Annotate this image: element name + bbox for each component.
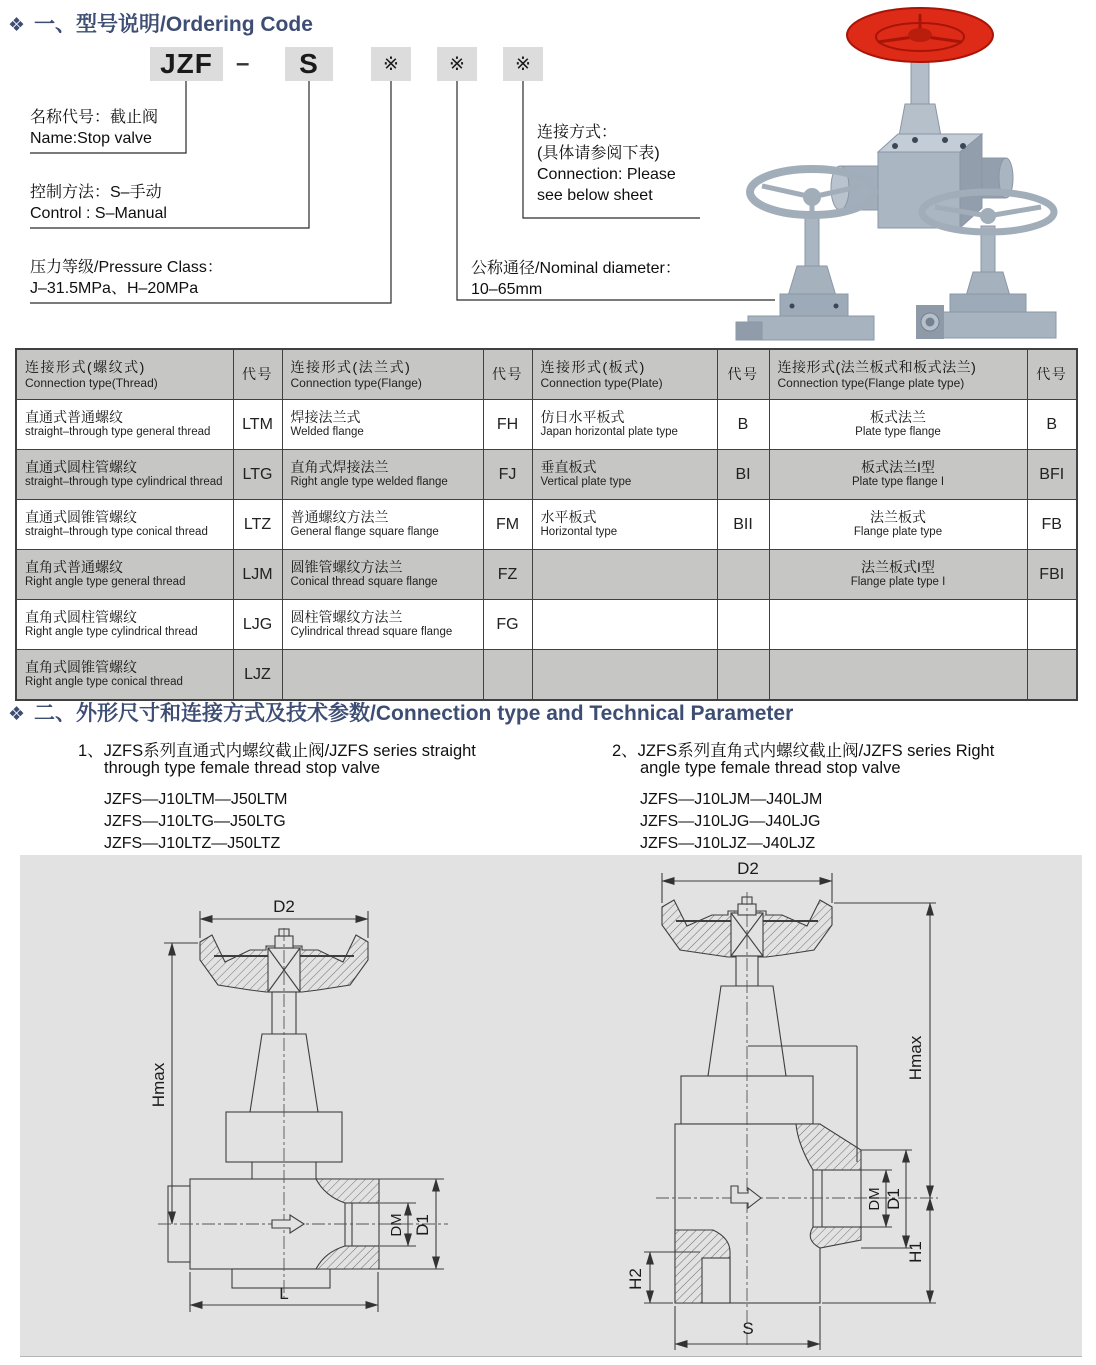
drawing-straight-through-valve (158, 911, 448, 1312)
cell-code: BFI (1027, 450, 1077, 500)
cell-code: FZ (483, 550, 532, 600)
cell-flange: 焊接法兰式 Welded flange (282, 400, 483, 450)
model-list-2 (640, 789, 822, 855)
cell-code: FH (483, 400, 532, 450)
callout-control-en: Control : S–Manual (30, 205, 167, 223)
cell-flange: 圆锥管螺纹方法兰 Conical thread square flange (282, 550, 483, 600)
model-number: JZFS—J10LJG—J40LJG (640, 813, 821, 830)
table-header-row (16, 349, 1077, 400)
dim-label-d2: D2 (273, 897, 295, 916)
cell-plate: 水平板式 Horizontal type (532, 500, 717, 550)
cell-thread: 直通式普通螺纹 straight–through type general thread (16, 400, 233, 450)
diamond-cluster-icon: ❖ (8, 15, 26, 36)
cell-flange: 普通螺纹方法兰 General flange square flange (282, 500, 483, 550)
cell-code (717, 600, 769, 650)
table-row (16, 500, 1077, 550)
cell-code: LJG (233, 600, 282, 650)
cell-code: FG (483, 600, 532, 650)
connection-type-table (15, 348, 1078, 701)
cell-code (1027, 650, 1077, 701)
cell-code: LTG (233, 450, 282, 500)
model-list-1 (104, 789, 287, 855)
cell-thread: 直通式圆锥管螺纹 straight–through type conical thread (16, 500, 233, 550)
technical-drawing-panel (20, 855, 1082, 1357)
cell-code: FJ (483, 450, 532, 500)
table-row (16, 650, 1077, 701)
drawing-right-angle-valve (644, 873, 938, 1350)
cell-flange: 圆柱管螺纹方法兰 Cylindrical thread square flange (282, 600, 483, 650)
cell-flange-plate: 板式法兰 Plate type flange (769, 400, 1027, 450)
header-code2: 代号 (483, 349, 532, 400)
cell-code (717, 550, 769, 600)
dim-label-h2: H2 (626, 1268, 645, 1290)
callout-nominal-en: 10–65mm (471, 281, 543, 299)
cell-plate: 仿日水平板式 Japan horizontal plate type (532, 400, 717, 450)
header-code3: 代号 (717, 349, 769, 400)
section1-title: 一、型号说明/Ordering Code (34, 13, 313, 36)
reference-mark-icon: ※ (515, 53, 531, 75)
model-number: JZFS—J10LJZ—J40LJZ (640, 835, 816, 852)
table-row (16, 550, 1077, 600)
dim-label-hmax: Hmax (906, 1035, 925, 1081)
cell-code: BI (717, 450, 769, 500)
cell-thread: 直通式圆柱管螺纹 straight–through type cylindrical thread (16, 450, 233, 500)
cell-plate: 垂直板式 Vertical plate type (532, 450, 717, 500)
callout-nominal-cn: 公称通径/Nominal diameter： (471, 260, 681, 277)
model-number: JZFS—J10LTM—J50LTM (104, 791, 288, 808)
cell-code (483, 650, 532, 701)
cell-code: B (717, 400, 769, 450)
dimension-drawings (20, 855, 1082, 1356)
cell-code: BII (717, 500, 769, 550)
model-code: JZF (160, 48, 213, 79)
callout-connection-l1: 连接方式： (537, 124, 618, 141)
dim-label-hmax: Hmax (149, 1062, 168, 1108)
reference-mark-icon: ※ (449, 53, 465, 75)
diamond-cluster-icon: ❖ (8, 704, 26, 725)
dim-label-d2: D2 (737, 859, 759, 878)
cell-code: FBI (1027, 550, 1077, 600)
callout-name-cn: 名称代号：截止阀 (30, 109, 159, 126)
cell-flange-plate (769, 650, 1027, 701)
callout-name-en: Name:Stop valve (30, 130, 152, 148)
cell-code: FB (1027, 500, 1077, 550)
callout-pressure (30, 257, 223, 299)
header-code1: 代号 (233, 349, 282, 400)
cell-code: LJM (233, 550, 282, 600)
model-number: JZFS—J10LTG—J50LTG (104, 813, 286, 830)
header-flange-plate: 连接形式(法兰板式和板式法兰) Connection type(Flange plate type) (769, 349, 1027, 400)
header-flange: 连接形式(法兰式) Connection type(Flange) (282, 349, 483, 400)
table-row (16, 600, 1077, 650)
dim-label-s: S (742, 1319, 754, 1338)
header-thread: 连接形式(螺纹式) Connection type(Thread) (16, 349, 233, 400)
table-row (16, 400, 1077, 450)
header-plate: 连接形式(板式) Connection type(Plate) (532, 349, 717, 400)
cell-plate (532, 550, 717, 600)
product-photos (735, 0, 1065, 342)
cell-code: FM (483, 500, 532, 550)
callout-control-cn: 控制方法：S–手动 (30, 184, 162, 201)
table-row (16, 450, 1077, 500)
cell-code (1027, 600, 1077, 650)
cell-flange-plate: 法兰板式I型 Flange plate type I (769, 550, 1027, 600)
subsection1-title-line2: through type female thread stop valve (104, 759, 381, 777)
callout-name (30, 107, 158, 149)
callout-pressure-en: J–31.5MPa、H–20MPa (30, 280, 199, 298)
dim-label-h1: H1 (906, 1241, 925, 1263)
callout-control (30, 182, 167, 224)
section2-title: 二、外形尺寸和连接方式及技术参数/Connection type and Technical Parameter (34, 702, 794, 725)
dim-label-d1: D1 (413, 1214, 432, 1236)
cell-code (717, 650, 769, 701)
cell-code: LTM (233, 400, 282, 450)
callout-connection (537, 122, 676, 206)
cell-thread: 直角式圆锥管螺纹 Right angle type conical thread (16, 650, 233, 701)
dim-label-dm: DM (388, 1213, 405, 1237)
cell-code: B (1027, 400, 1077, 450)
cell-thread: 直角式普通螺纹 Right angle type general thread (16, 550, 233, 600)
callout-connection-l3: Connection: Please (537, 166, 676, 184)
callout-connection-l4: see below sheet (537, 187, 653, 205)
header-code4: 代号 (1027, 349, 1077, 400)
cell-plate (532, 600, 717, 650)
code-dash: – (236, 50, 250, 77)
subsection2-title-line2: angle type female thread stop valve (640, 759, 901, 777)
cell-plate (532, 650, 717, 701)
callout-pressure-cn: 压力等级/Pressure Class： (30, 259, 223, 276)
cell-flange-plate: 板式法兰I型 Plate type flange I (769, 450, 1027, 500)
model-number: JZFS—J10LJM—J40LJM (640, 791, 823, 808)
control-code: S (299, 48, 319, 79)
cell-thread: 直角式圆柱管螺纹 Right angle type cylindrical thread (16, 600, 233, 650)
cell-code: LTZ (233, 500, 282, 550)
dim-label-dm: DM (866, 1187, 883, 1211)
dim-label-d1: D1 (884, 1188, 903, 1210)
subsection1-title-line1: 1、JZFS系列直通式内螺纹截止阀/JZFS series straight (78, 742, 476, 760)
cell-code: LJZ (233, 650, 282, 701)
dim-label-l: L (279, 1284, 289, 1303)
cell-flange: 直角式焊接法兰 Right angle type welded flange (282, 450, 483, 500)
cell-flange (282, 650, 483, 701)
section2-header (8, 697, 793, 727)
model-number: JZFS—J10LTZ—J50LTZ (104, 835, 281, 852)
callout-connection-l2: (具体请参阅下表) (537, 145, 660, 163)
callout-nominal (471, 258, 681, 300)
subsection2-title-line1: 2、JZFS系列直角式内螺纹截止阀/JZFS series Right (612, 742, 995, 760)
reference-mark-icon: ※ (383, 53, 399, 75)
cell-flange-plate: 法兰板式 Flange plate type (769, 500, 1027, 550)
cell-flange-plate (769, 600, 1027, 650)
